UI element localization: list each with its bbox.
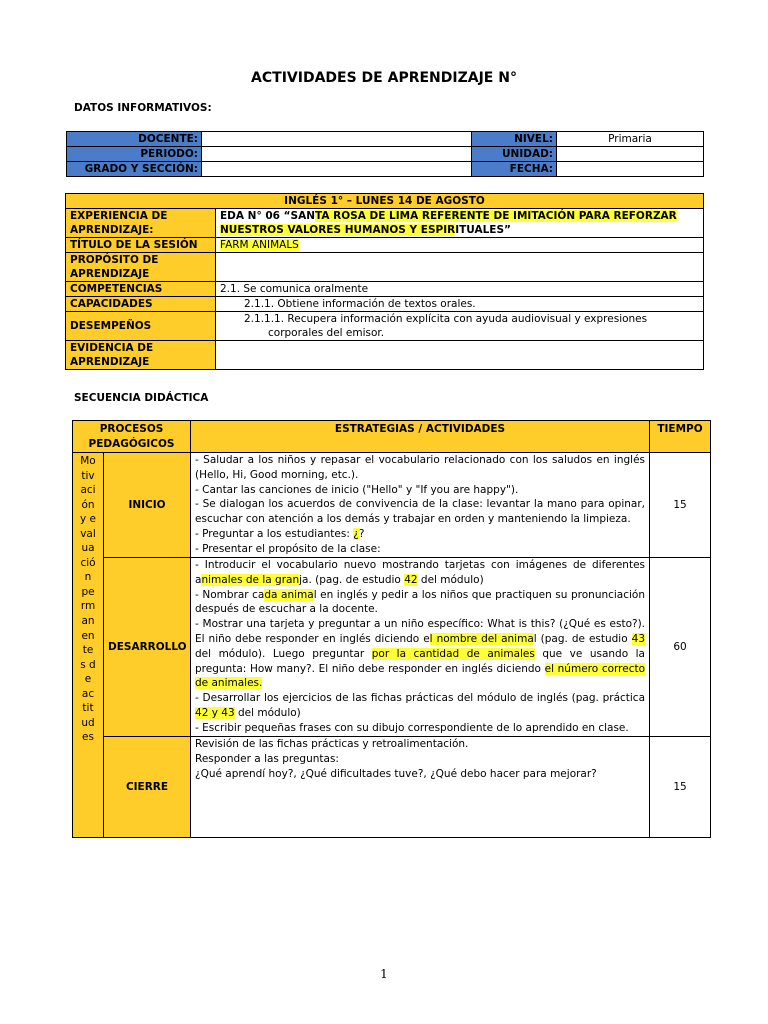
periodo-label: PERIODO: — [67, 147, 202, 162]
desarrollo-label: DESARROLLO — [104, 558, 191, 737]
desarrollo-3b: l nombre del anima — [429, 632, 534, 645]
inicio-line-4 — [195, 527, 645, 542]
desarrollo-para-2 — [195, 588, 645, 618]
desarrollo-2b: da anima — [264, 588, 314, 601]
inicio-line-5: - Presentar el propósito de la clase: — [195, 542, 381, 555]
inicio-label: INICIO — [104, 453, 191, 558]
desarrollo-3g: que ve usando la pregunta: How many?. El niño debe responder en inglés diciendo — [195, 647, 645, 675]
inicio-time: 15 — [650, 453, 711, 558]
titulo-text: FARM ANIMALS — [220, 239, 299, 251]
cierre-label: CIERRE — [104, 737, 191, 838]
evidencia-value — [216, 341, 704, 370]
capacidades-value: 2.1.1. Obtiene información de textos orales. — [216, 297, 704, 312]
desarrollo-3h: el número correcto de animales. — [195, 662, 646, 690]
nivel-field: Primaria — [557, 132, 704, 147]
desarrollo-1e: del módulo) — [417, 573, 484, 586]
desarrollo-para-3 — [195, 617, 645, 691]
unidad-label: UNIDAD: — [472, 147, 557, 162]
experiencia-value — [216, 209, 704, 238]
desarrollo-3c: l (pag. de estudio — [533, 632, 632, 645]
desarrollo-activities — [191, 558, 650, 737]
secuencia-table — [72, 420, 711, 838]
inicio-activities — [191, 453, 650, 558]
experiencia-label: EXPERIENCIA DE APRENDIZAJE: — [66, 209, 216, 238]
col-procesos-header: PROCESOS PEDAGÓGICOS — [73, 421, 191, 453]
cierre-activities — [191, 737, 650, 838]
desempenos-label: DESEMPEÑOS — [66, 312, 216, 341]
experiencia-text-b: TA ROSA DE LIMA REFERENTE DE IMITACIÓN PARA REFORZAR NUESTROS VALORES HUMANOS Y ESPIR — [220, 210, 677, 236]
docente-field — [202, 132, 472, 147]
desarrollo-4c: del módulo) — [234, 706, 301, 719]
fecha-label: FECHA: — [472, 162, 557, 177]
docente-label: DOCENTE: — [67, 132, 202, 147]
datos-informativos-label: DATOS INFORMATIVOS: — [74, 102, 212, 114]
cierre-line-3: ¿Qué aprendí hoy?, ¿Qué dificultades tuve?, ¿Qué debo hacer para mejorar? — [195, 767, 597, 780]
grado-label: GRADO Y SECCIÓN: — [67, 162, 202, 177]
desempenos-line-2: corporales del emisor. — [268, 327, 385, 339]
col-tiempo-header: TIEMPO — [650, 421, 711, 453]
inicio-line-4a: - Preguntar a los estudiantes: — [195, 527, 354, 540]
desempenos-line-1: 2.1.1.1. Recupera información explícita con ayuda audiovisual y expresiones — [244, 313, 648, 325]
desarrollo-4b: 42 y 43 — [195, 706, 235, 719]
titulo-value — [216, 238, 704, 253]
titulo-label: TÍTULO DE LA SESIÓN — [66, 238, 216, 253]
desarrollo-1c: ja. (pag. de estudio — [299, 573, 405, 586]
capacidades-label: CAPACIDADES — [66, 297, 216, 312]
inicio-line-4c: ? — [358, 527, 365, 540]
desempenos-value — [216, 312, 704, 341]
competencias-value: 2.1. Se comunica oralmente — [216, 282, 704, 297]
desarrollo-1d: 42 — [404, 573, 418, 586]
desarrollo-time: 60 — [650, 558, 711, 737]
inicio-line-4b: ¿ — [353, 527, 359, 540]
datos-informativos-table — [66, 131, 704, 177]
session-header: INGLÉS 1° – LUNES 14 DE AGOSTO — [66, 194, 704, 209]
evidencia-label: EVIDENCIA DE APRENDIZAJE — [66, 341, 216, 370]
desarrollo-2c: l en inglés y pedir a los niños que practiquen su pronunciación después de escuchar a la docente. — [195, 588, 646, 616]
secuencia-didactica-label: SECUENCIA DIDÁCTICA — [74, 392, 209, 404]
inicio-line-3: - Se dialogan los acuerdos de convivencia de la clase: levantar la mano para opinar, escuchar con atención a los demás y trabajar en orden y manteniendo la limpieza. — [195, 498, 646, 526]
inicio-line-1: - Saludar a los niños y repasar el vocabulario relacionado con los saludos en inglés (Hello, Hi, Good morning, etc.). — [195, 454, 646, 481]
proposito-value — [216, 253, 704, 282]
desarrollo-1b: nimales de la gran — [201, 573, 300, 586]
unidad-field — [557, 147, 704, 162]
competencias-label: COMPETENCIAS — [66, 282, 216, 297]
desarrollo-para-1 — [195, 558, 645, 588]
vertical-motivacion-cell — [73, 453, 104, 838]
nivel-label: NIVEL: — [472, 132, 557, 147]
page-number: 1 — [380, 967, 388, 981]
fecha-field — [557, 162, 704, 177]
desarrollo-3d: 43 — [631, 632, 646, 645]
periodo-field — [202, 147, 472, 162]
desarrollo-1a: - Introducir el vocabulario nuevo mostrando tarjetas con imágenes de diferentes a — [195, 559, 646, 586]
desarrollo-3a: - Mostrar una tarjeta y preguntar a un niño específico: What is this? (¿Qué es esto?). El niño debe responder en inglés diciendo e — [195, 618, 646, 645]
desarrollo-4a: - Desarrollar los ejercicios de las fichas prácticas del módulo de inglés (pag. práctica — [195, 692, 646, 705]
desarrollo-3e: del módulo). Luego preguntar — [195, 647, 372, 660]
cierre-line-1: Revisión de las fichas prácticas y retroalimentación. — [195, 738, 469, 750]
experiencia-text-a: EDA N° 06 “SAN — [220, 210, 316, 222]
grado-field — [202, 162, 472, 177]
col-estrategias-header: ESTRATEGIAS / ACTIVIDADES — [191, 421, 650, 453]
experiencia-text-c: ITUALES” — [455, 224, 511, 236]
vertical-motivacion-text: Motivación y evaluación permanentes de actitudes — [80, 455, 97, 744]
desarrollo-para-5: - Escribir pequeñas frases con su dibujo correspondiente de lo aprendido en clase. — [195, 721, 629, 734]
page-title: ACTIVIDADES DE APRENDIZAJE N° — [251, 70, 517, 86]
inicio-line-2: - Cantar las canciones de inicio ("Hello" y "If you are happy"). — [195, 483, 519, 496]
desarrollo-2a: - Nombrar ca — [195, 588, 265, 601]
desarrollo-para-4 — [195, 691, 645, 721]
cierre-line-2: Responder a las preguntas: — [195, 752, 339, 765]
session-table — [65, 193, 704, 370]
cierre-time: 15 — [650, 737, 711, 838]
proposito-label: PROPÓSITO DE APRENDIZAJE — [66, 253, 216, 282]
desarrollo-3f: por la cantidad de animales — [371, 647, 535, 660]
